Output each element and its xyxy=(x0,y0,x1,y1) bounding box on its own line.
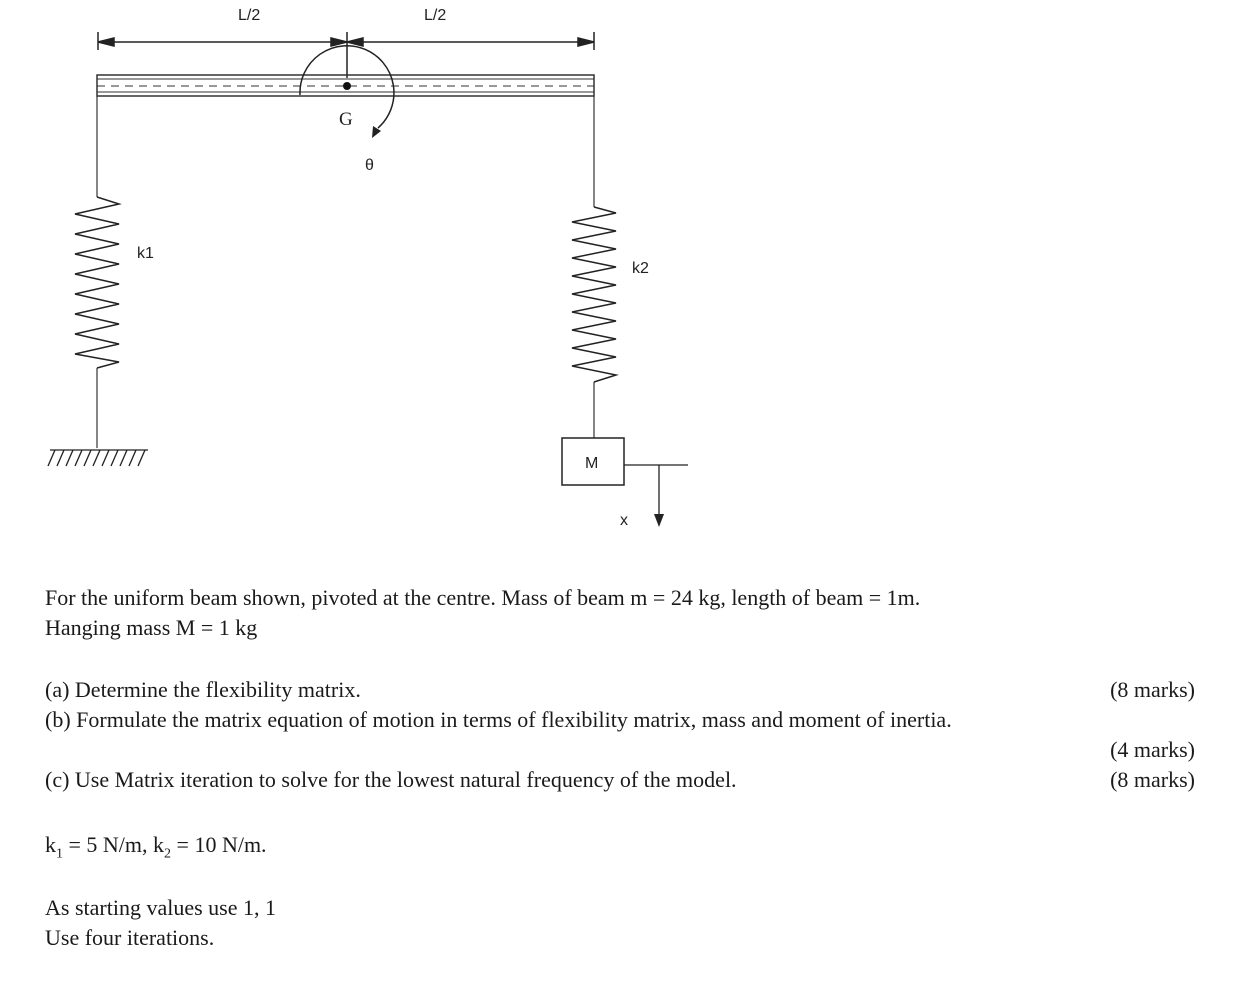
displacement-arrow-icon xyxy=(654,514,664,527)
part-b-marks-line xyxy=(45,735,1205,765)
starting-values-line: As starting values use 1, 1 xyxy=(45,895,276,920)
k1-symbol: k xyxy=(45,832,56,857)
part-b-text: (b) Formulate the matrix equation of motion in terms of flexibility matrix, mass and moment of inertia. xyxy=(45,707,952,732)
ground-support xyxy=(48,450,148,466)
part-c-text: (c) Use Matrix iteration to solve for the lowest natural frequency of the model. xyxy=(45,767,737,792)
iteration-instructions xyxy=(45,893,1205,953)
problem-text xyxy=(45,583,1205,643)
iterations-line: Use four iterations. xyxy=(45,925,215,950)
constants-line xyxy=(45,830,1205,860)
left-spring xyxy=(75,197,119,368)
rotation-arrow-icon xyxy=(372,126,381,138)
intro-line-1: For the uniform beam shown, pivoted at the centre. Mass of beam m = 24 kg, length of beam = 1m. xyxy=(45,585,921,610)
k1-value: = 5 N/m, xyxy=(63,832,154,857)
part-b-marks: (4 marks) xyxy=(1110,737,1195,762)
right-spring xyxy=(572,207,616,382)
part-b xyxy=(45,705,1205,735)
angle-label-theta: θ xyxy=(365,157,374,174)
question-parts xyxy=(45,675,1205,795)
dim-label-right: L/2 xyxy=(424,7,447,24)
dimension-line xyxy=(98,32,594,78)
mass-label: M xyxy=(585,455,599,472)
pivot-point xyxy=(343,82,351,90)
dim-label-left: L/2 xyxy=(238,7,261,24)
part-a-text: (a) Determine the flexibility matrix. xyxy=(45,677,361,702)
k1-subscript: 1 xyxy=(56,846,63,862)
k2-subscript: 2 xyxy=(164,846,172,862)
part-a-marks: (8 marks) xyxy=(1110,677,1195,702)
part-a xyxy=(45,675,1205,705)
intro-line-2: Hanging mass M = 1 kg xyxy=(45,615,258,640)
spring-label-k2: k2 xyxy=(632,260,649,277)
spring-label-k1: k1 xyxy=(137,245,154,262)
part-c xyxy=(45,765,1205,795)
center-label-g: G xyxy=(339,109,353,130)
k2-value: = 10 N/m. xyxy=(171,832,267,857)
k2-symbol: k xyxy=(153,832,165,857)
displacement-label-x: x xyxy=(620,512,628,529)
part-c-marks: (8 marks) xyxy=(1110,767,1195,792)
